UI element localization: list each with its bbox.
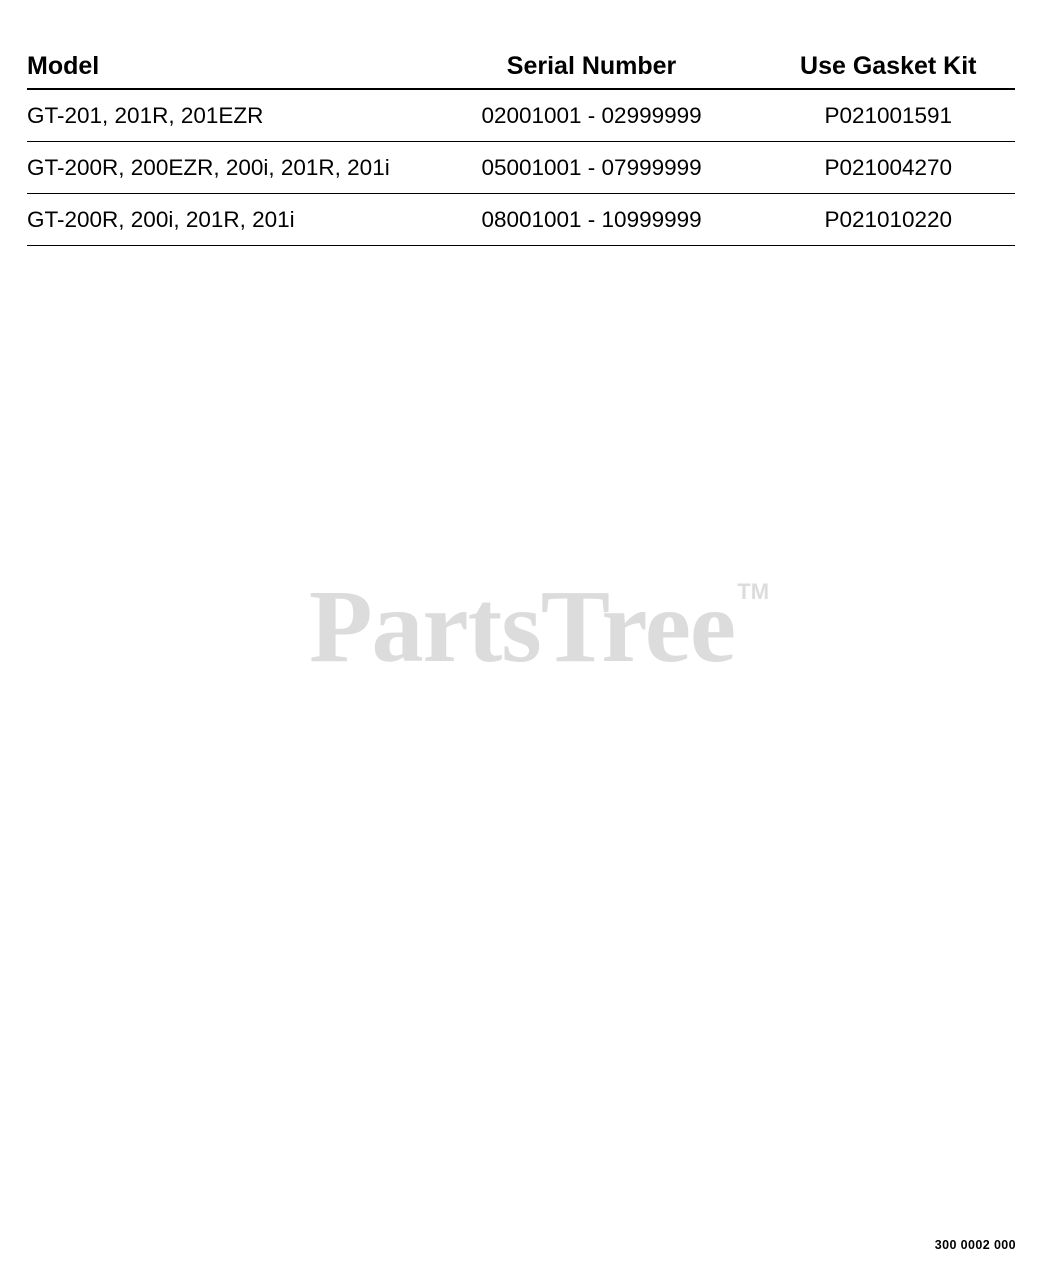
- footer-document-code: 300 0002 000: [934, 1238, 1016, 1252]
- table-header: [27, 44, 1015, 89]
- cell-serial-number: 02001001 - 02999999: [442, 89, 776, 142]
- table-row: [27, 142, 1015, 194]
- cell-gasket-kit: P021010220: [776, 194, 1015, 246]
- table-row: [27, 89, 1015, 142]
- column-header-model: Model: [27, 44, 442, 89]
- watermark-logo-text: PartsTree TM: [308, 569, 770, 684]
- trademark-symbol: TM: [737, 579, 770, 604]
- watermark: [0, 569, 1044, 684]
- column-header-use-gasket-kit: Use Gasket Kit: [776, 44, 1015, 89]
- gasket-kit-table: [27, 44, 1015, 246]
- cell-serial-number: 05001001 - 07999999: [442, 142, 776, 194]
- cell-gasket-kit: P021001591: [776, 89, 1015, 142]
- cell-model: GT-200R, 200i, 201R, 201i: [27, 194, 442, 246]
- cell-model: GT-201, 201R, 201EZR: [27, 89, 442, 142]
- table-row: [27, 194, 1015, 246]
- cell-model: GT-200R, 200EZR, 200i, 201R, 201i: [27, 142, 442, 194]
- column-header-serial-number: Serial Number: [442, 44, 776, 89]
- cell-gasket-kit: P021004270: [776, 142, 1015, 194]
- table-header-row: [27, 44, 1015, 89]
- cell-serial-number: 08001001 - 10999999: [442, 194, 776, 246]
- table-body: [27, 89, 1015, 246]
